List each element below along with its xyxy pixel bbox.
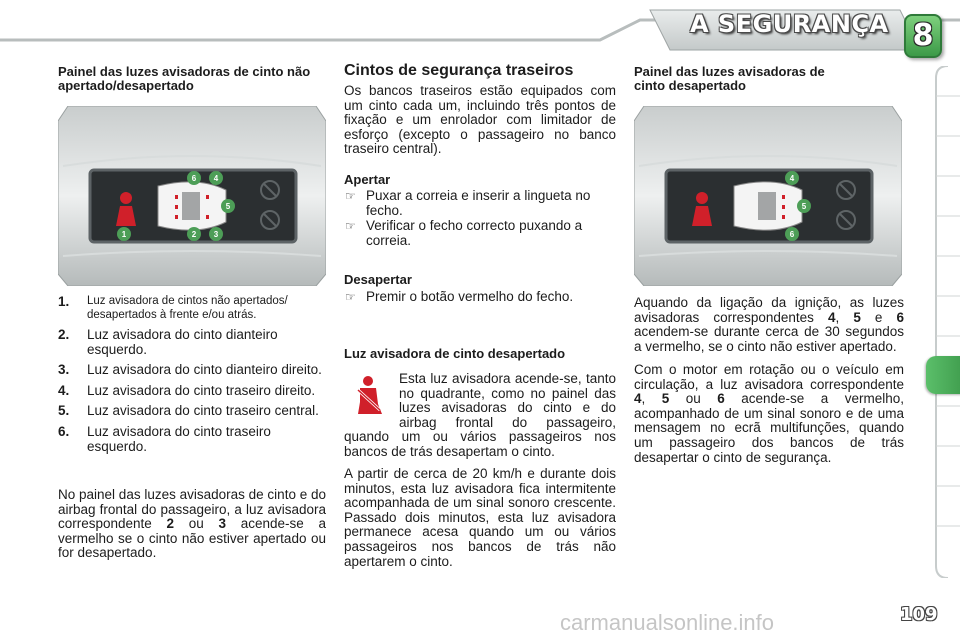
section-heading: Painel das luzes avisadoras de cinto desapertado [634, 64, 825, 93]
unfasten-heading: Desapertar [344, 272, 412, 287]
page-number: 109 [900, 604, 938, 625]
panel-label: 5 [801, 202, 807, 211]
panel-label: 6 [789, 230, 795, 239]
car-top-view-icon [158, 182, 226, 230]
warning-panel-image-2 [634, 106, 902, 286]
fasten-step-2: ☞ Verificar o fecho correcto puxando a correia. [345, 218, 583, 248]
section-heading: Cintos de segurança traseiros [344, 62, 574, 79]
hand-pointer-icon: ☞ [345, 290, 356, 304]
warning-panel-image-1 [58, 106, 326, 286]
list-item: 3. Luz avisadora do cinto dianteiro direito. [58, 362, 322, 378]
section-heading: Painel das luzes avisadoras de cinto não apertado/desapertado [58, 64, 311, 93]
unfastened-light-paragraph: Esta luz avisadora acende-se, tanto no quadrante, como no painel das luzes avisadoras do cinto e do airbag frontal do passageiro, quando um ou vários passageiros nos bancos de trás desapertam o cinto. [344, 371, 616, 459]
hand-pointer-icon: ☞ [345, 219, 356, 233]
page-title: A SEGURANÇA [690, 10, 889, 38]
car-top-view-icon [734, 182, 802, 230]
fasten-heading: Apertar [344, 172, 391, 187]
unfasten-step-1: ☞ Premir o botão vermelho do fecho. [345, 289, 574, 304]
list-item: 4. Luz avisadora do cinto traseiro direito. [58, 382, 316, 398]
warning-light-list [58, 295, 326, 460]
panel-label: 6 [191, 174, 197, 183]
panel-label: 1 [121, 230, 127, 239]
panel-label: 2 [191, 230, 197, 239]
ignition-paragraph: Aquando da ligação da ignição, as luzes avisadoras correspondentes 4, 5 e 6 acendem-se durante cerca de 30 segundos a vermelho, se o cinto não estiver apertado. [634, 295, 904, 354]
driving-paragraph: Com o motor em rotação ou o veículo em circulação, a luz avisadora correspondente 4, 5 ou 6 acende-se a vermelho, acompanhado de um sinal sonoro e de uma mensagem no ecrã multifunções, quando um passageiro dos bancos de trás desapertar o cinto de segurança. [634, 362, 904, 465]
list-item: 5. Luz avisadora do cinto traseiro central. [58, 403, 319, 419]
intro-paragraph: Os bancos traseiros estão equipados com um cinto cada um, incluindo três pontos de fixação e um enrolador com limitador de esforço (excepto o passageiro no banco traseiro central). [344, 83, 616, 157]
panel-label: 3 [213, 230, 219, 239]
airbag-panel-paragraph: No painel das luzes avisadoras de cinto e do airbag frontal do passageiro, a luz avisadora correspondente 2 ou 3 acende-se a vermelho se o cinto não estiver apertado ou for desapertado. [58, 487, 326, 561]
flashing-light-paragraph: A partir de cerca de 20 km/h e durante dois minutos, esta luz avisadora fica intermitente acompanhada de um sinal sonoro crescente. Passado dois minutos, esta luz avisadora permanece acesa quando um ou vários passageiros nos bancos de trás não apertarem o cinto. [344, 466, 616, 569]
unfastened-light-heading: Luz avisadora de cinto desapertado [344, 346, 566, 361]
active-chapter-tab[interactable] [926, 356, 960, 394]
page-header [0, 0, 960, 58]
panel-label: 5 [225, 202, 231, 211]
icon-spacer [344, 372, 399, 430]
list-item: 2. Luz avisadora do cinto dianteiro esquerdo. [58, 327, 278, 357]
chapter-number: 8 [912, 18, 934, 53]
chapter-tabs [926, 66, 960, 578]
chapter-badge [904, 14, 942, 58]
panel-label: 4 [213, 174, 219, 183]
fasten-step-1: ☞ Puxar a correia e inserir a lingueta no fecho. [345, 188, 591, 218]
list-item: 1. Luz avisadora de cintos não apertados/ desapertados à frente e/ou atrás. [58, 294, 288, 321]
hand-pointer-icon: ☞ [345, 189, 356, 203]
watermark: carmanualsonline.info [560, 610, 775, 635]
panel-label: 4 [789, 174, 795, 183]
list-item: 6. Luz avisadora do cinto traseiro esquerdo. [58, 423, 271, 454]
